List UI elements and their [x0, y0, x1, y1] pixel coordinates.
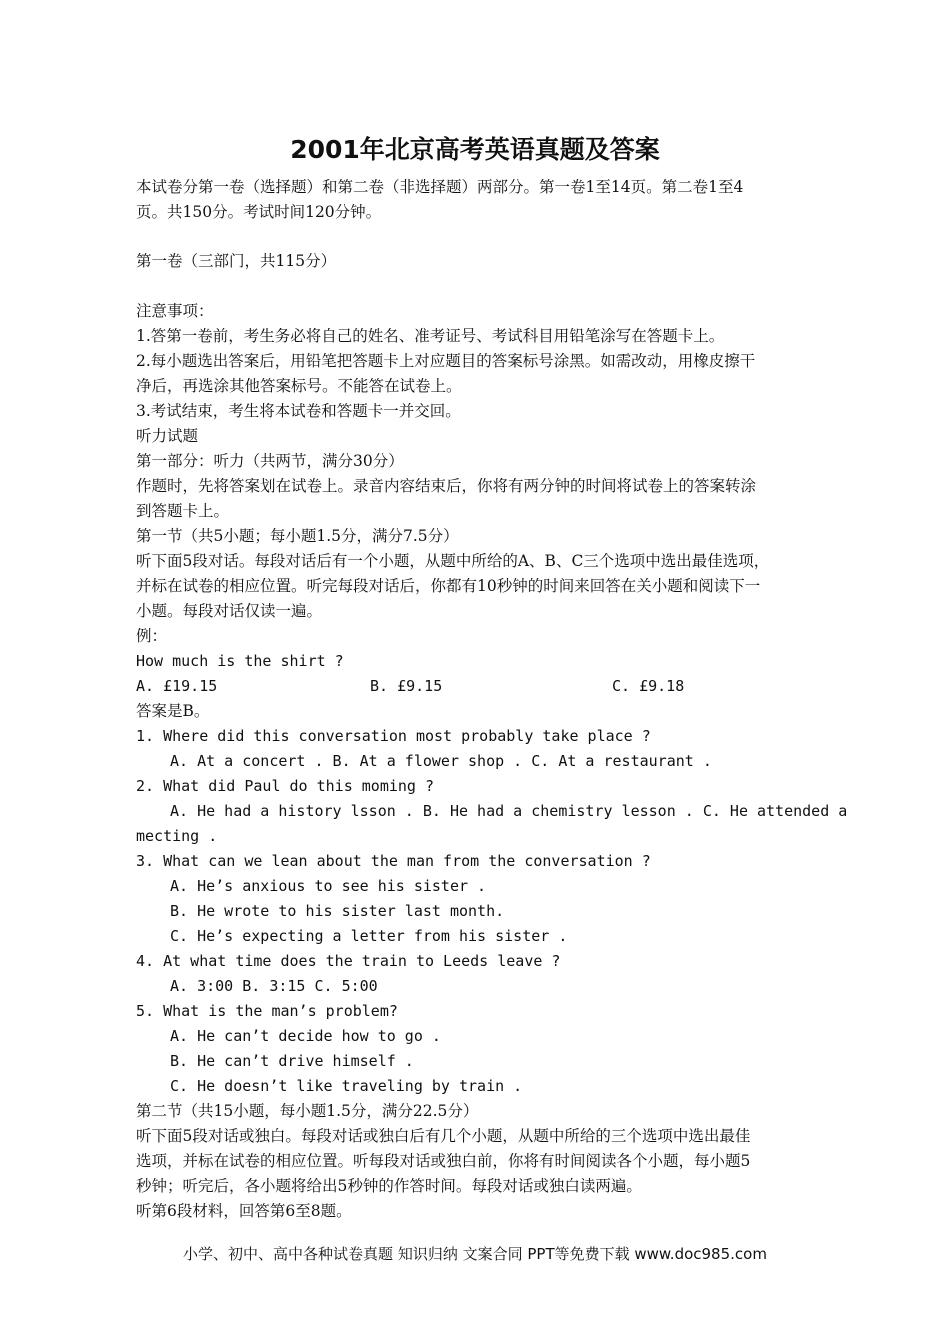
- listening-heading: 听力试题: [136, 427, 199, 445]
- question-2-options-line-2: mecting .: [136, 827, 218, 845]
- listening-instruction-line-2: 到答题卡上。: [136, 502, 230, 520]
- question-5-option-b: B. He can’t drive himself .: [170, 1052, 414, 1070]
- section2-heading: 第二节（共15小题，每小题1.5分，满分22.5分）: [136, 1102, 479, 1120]
- section2-line-3: 秒钟；听完后，各小题将给出5秒钟的作答时间。每段对话或独白读两遍。: [136, 1177, 642, 1195]
- notice-item-3: 3.考试结束，考生将本试卷和答题卡一并交回。: [136, 402, 461, 420]
- section1-line-3: 小题。每段对话仅读一遍。: [136, 602, 323, 620]
- example-label: 例：: [136, 627, 168, 645]
- section1-line-2: 并标在试卷的相应位置。听完每段对话后，你都有10秒钟的时间来回答在关小题和阅读下一: [136, 577, 761, 595]
- document-title: 2001年北京高考英语真题及答案: [290, 135, 660, 164]
- question-1: 1. Where did this conversation most probably take place ?: [136, 727, 651, 745]
- question-4-options: A. 3:00 B. 3:15 C. 5:00: [170, 977, 378, 995]
- listening-instruction-line-1: 作题时，先将答案划在试卷上。录音内容结束后，你将有两分钟的时间将试卷上的答案转涂: [136, 477, 757, 495]
- question-2-options-line-1: A. He had a history lsson . B. He had a chemistry lesson . C. He attended a: [170, 802, 848, 820]
- example-question: How much is the shirt ?: [136, 652, 344, 670]
- question-3-option-a: A. He’s anxious to see his sister .: [170, 877, 487, 895]
- intro-line-2: 页。共150分。考试时间120分钟。: [136, 203, 382, 221]
- section1-line-1: 听下面5段对话。每段对话后有一个小题，从题中所给的A、B、C三个选项中选出最佳选项，: [136, 552, 770, 570]
- section2-line-1: 听下面5段对话或独白。每段对话或独白后有几个小题，从题中所给的三个选项中选出最佳: [136, 1127, 751, 1145]
- question-1-options: A. At a concert . B. At a flower shop . C. At a restaurant .: [170, 752, 712, 770]
- section2-line-4: 听第6段材料，回答第6至8题。: [136, 1202, 352, 1220]
- section1-heading: 第一节（共5小题；每小题1.5分，满分7.5分）: [136, 527, 459, 545]
- notice-heading: 注意事项：: [136, 302, 214, 320]
- intro-line-1: 本试卷分第一卷（选择题）和第二卷（非选择题）两部分。第一卷1至14页。第二卷1至4: [136, 178, 744, 196]
- question-4: 4. At what time does the train to Leeds leave ?: [136, 952, 561, 970]
- question-2: 2. What did Paul do this moming ?: [136, 777, 435, 795]
- notice-item-2-line-1: 2.每小题选出答案后，用铅笔把答题卡上对应题目的答案标号涂黑。如需改动，用橡皮擦干: [136, 352, 756, 370]
- listening-part-heading: 第一部分：听力（共两节，满分30分）: [136, 452, 404, 470]
- question-3-option-b: B. He wrote to his sister last month.: [170, 902, 505, 920]
- question-3: 3. What can we lean about the man from the conversation ?: [136, 852, 651, 870]
- example-option-c: C. £9.18: [612, 677, 685, 695]
- section2-line-2: 选项，并标在试卷的相应位置。听每段对话或独白前，你将有时间阅读各个小题，每小题5: [136, 1152, 751, 1170]
- question-5-option-c: C. He doesn’t like traveling by train .: [170, 1077, 523, 1095]
- question-5-option-a: A. He can’t decide how to go .: [170, 1027, 441, 1045]
- example-answer: 答案是B。: [136, 702, 210, 720]
- part1-heading: 第一卷（三部门，共115分）: [136, 252, 337, 270]
- page-footer: 小学、初中、高中各种试卷真题 知识归纳 文案合同 PPT等免费下载 www.doc985.com: [183, 1245, 767, 1263]
- question-5: 5. What is the man’s problem?: [136, 1002, 398, 1020]
- example-option-a: A. £19.15: [136, 677, 218, 695]
- example-option-b: B. £9.15: [370, 677, 443, 695]
- notice-item-2-line-2: 净后，再选涂其他答案标号。不能答在试卷上。: [136, 377, 462, 395]
- question-3-option-c: C. He’s expecting a letter from his sister .: [170, 927, 568, 945]
- notice-item-1: 1.答第一卷前，考生务必将自己的姓名、准考证号、考试科目用铅笔涂写在答题卡上。: [136, 327, 725, 345]
